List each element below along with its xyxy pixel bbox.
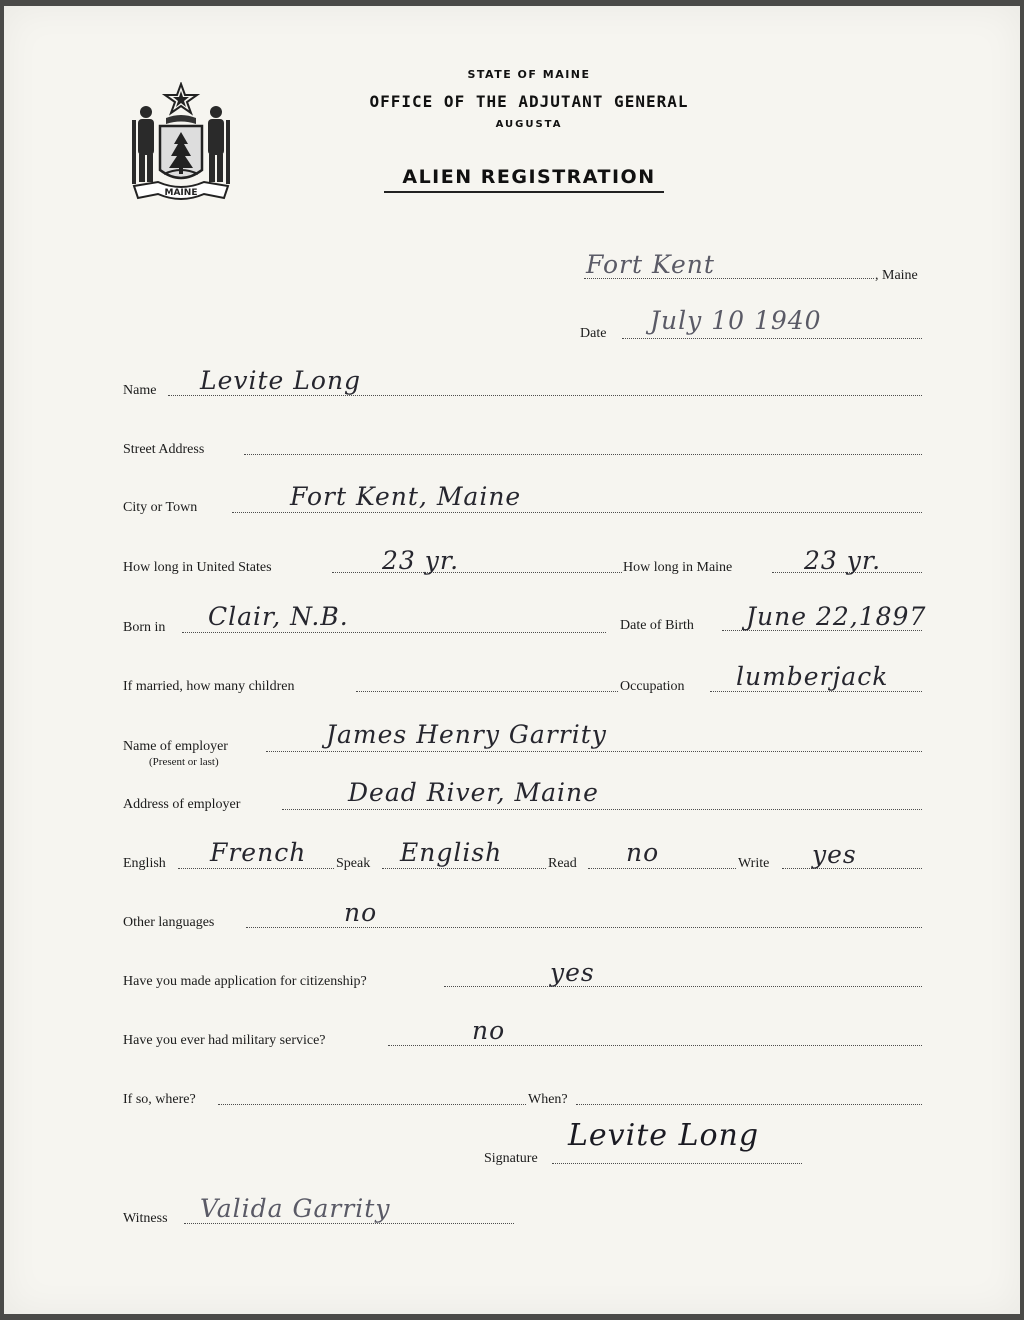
header-city: AUGUSTA [495,119,563,130]
us-duration-value: 23 yr. [382,546,460,575]
signature-value: Levite Long [568,1118,760,1153]
name-label: Name [123,383,157,398]
children-line [356,691,618,692]
place-suffix: , Maine [875,268,918,283]
where-line [218,1104,526,1105]
read-value: no [626,838,660,867]
other-languages-label: Other languages [123,915,215,930]
citizenship-value: yes [550,958,595,987]
name-value: Levite Long [200,366,362,395]
read-line [588,868,736,869]
born-value: Clair, N.B. [208,602,349,631]
date-line [622,338,922,339]
registration-form [4,6,1020,1314]
write-value: yes [812,840,857,869]
witness-line [184,1223,514,1224]
signature-label: Signature [484,1151,538,1166]
speak-label: Speak [336,856,371,871]
us-duration-label: How long in United States [123,560,272,575]
children-label: If married, how many children [123,679,295,694]
employer-address-line [282,809,922,810]
english-line [178,868,334,869]
form-title: ALIEN REGISTRATION [402,166,656,188]
read-label: Read [548,856,577,871]
military-line [388,1045,922,1046]
header-state: STATE OF MAINE [467,68,591,81]
occupation-line [710,691,922,692]
english-value: French [210,838,307,867]
employer-address-label: Address of employer [123,797,241,812]
employer-label: Name of employer [123,739,228,754]
header-office: OFFICE OF THE ADJUTANT GENERAL [369,92,689,111]
english-label: English [123,856,166,871]
maine-duration-label: How long in Maine [623,560,733,575]
born-line [182,632,606,633]
place-value: Fort Kent [586,250,715,279]
speak-value: English [400,838,503,867]
dob-label: Date of Birth [620,618,694,633]
signature-line [552,1163,802,1164]
occupation-value: lumberjack [736,662,889,691]
employer-value: James Henry Garrity [326,720,607,749]
name-line [168,395,922,396]
when-line [576,1104,922,1105]
employer-line [266,751,922,752]
witness-value: Valida Garrity [200,1194,391,1223]
military-value: no [472,1016,506,1045]
witness-label: Witness [123,1211,168,1226]
svg-text:MAINE: MAINE [164,188,198,198]
date-value: July 10 1940 [650,306,822,335]
dob-value: June 22,1897 [746,602,927,631]
occupation-label: Occupation [620,679,685,694]
title-underline [384,191,664,193]
city-value: Fort Kent, Maine [290,482,522,511]
born-label: Born in [123,620,166,635]
city-label: City or Town [123,500,198,515]
city-line [232,512,922,513]
us-duration-line [332,572,622,573]
maine-duration-value: 23 yr. [804,546,882,575]
where-label: If so, where? [123,1092,196,1107]
street-line [244,454,922,455]
street-label: Street Address [123,442,205,457]
other-languages-line [246,927,922,928]
date-label: Date [580,326,607,341]
speak-line [382,868,546,869]
employer-sublabel: (Present or last) [149,756,219,768]
when-label: When? [528,1092,568,1107]
citizenship-label: Have you made application for citizenship? [123,974,367,989]
write-label: Write [738,856,770,871]
other-languages-value: no [344,898,378,927]
employer-address-value: Dead River, Maine [348,778,599,807]
citizenship-line [444,986,922,987]
military-label: Have you ever had military service? [123,1033,326,1048]
